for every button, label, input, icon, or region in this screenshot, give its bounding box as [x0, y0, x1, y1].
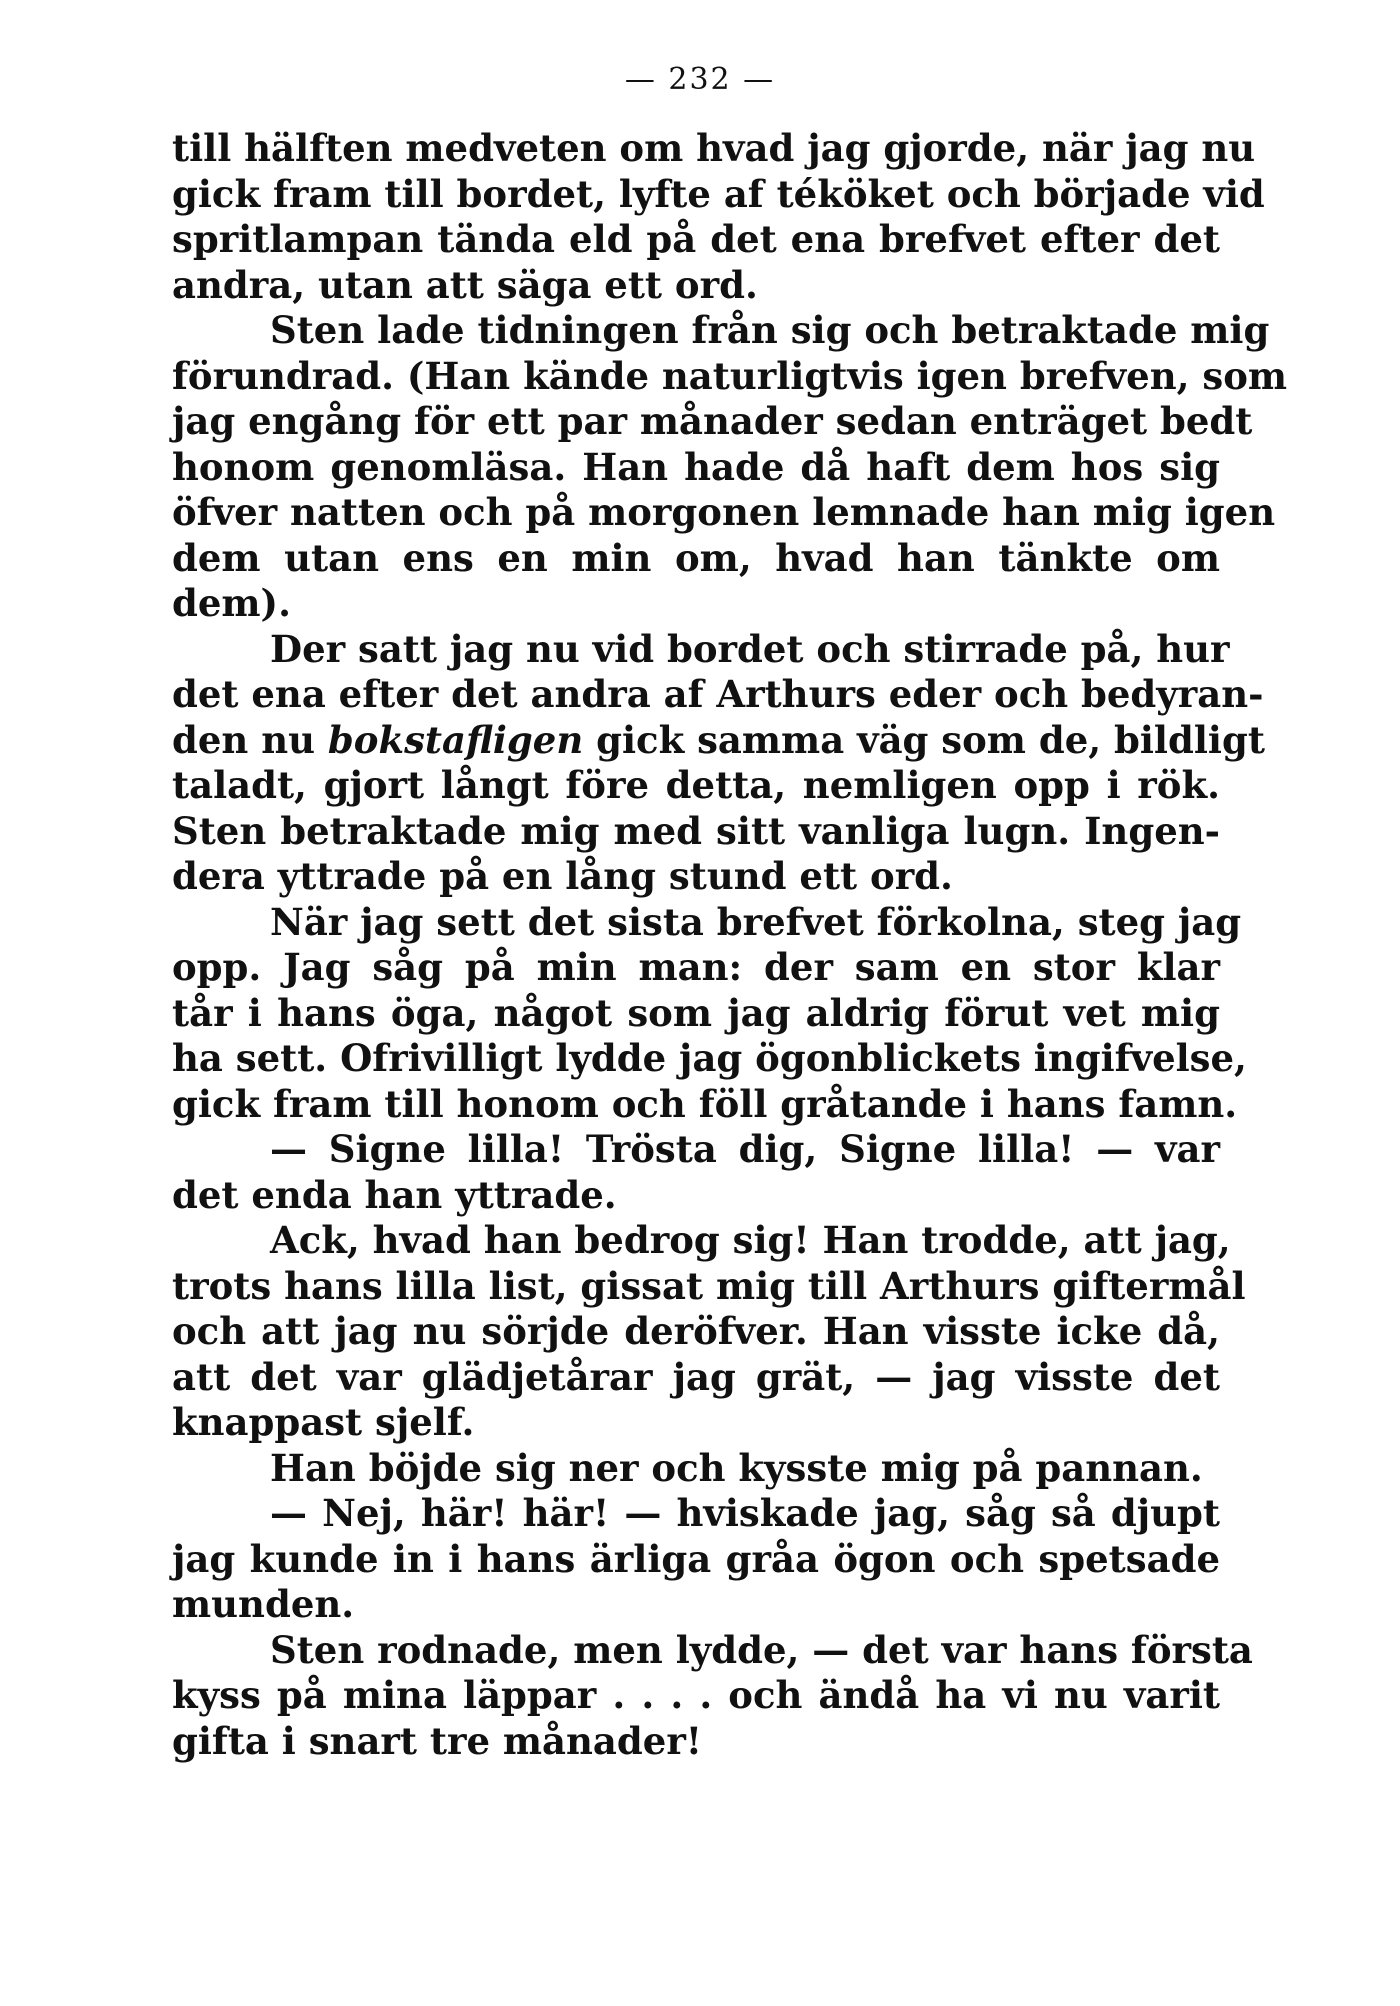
text-line: Sten lade tidningen från sig och betraktade mig — [270, 308, 1270, 352]
text-line: gifta i snart tre månader! — [172, 1718, 703, 1763]
text-line: spritlampan tända eld på det ena brefvet efter det — [172, 217, 1220, 261]
text-line: — Nej, här! här! — hviskade jag, såg så djupt — [270, 1491, 1220, 1535]
text-line: Der satt jag nu vid bordet och stirrade på, hur — [270, 626, 1230, 671]
text-line: Sten betraktade mig med sitt vanliga lugn. Ingen- — [172, 808, 1220, 853]
page-number: — 232 — — [624, 62, 776, 97]
text-line: det ena efter det andra af Arthurs eder och bedyran- — [172, 672, 1264, 716]
text-line: gick fram till bordet, lyfte af téköket och började vid — [172, 171, 1265, 216]
text-line: andra, utan att säga ett ord. — [172, 262, 758, 307]
text-line: taladt, gjort långt före detta, nemligen opp i rök. — [172, 763, 1220, 807]
text-line: opp. Jag såg på min man: der sam en stor klar — [172, 945, 1220, 989]
text-line: jag kunde in i hans ärliga gråa ögon och spetsade — [172, 1536, 1220, 1581]
text-line: gick fram till honom och föll gråtande i hans famn. — [172, 1081, 1238, 1126]
text-line: tår i hans öga, något som jag aldrig förut vet mig — [172, 990, 1220, 1035]
text-line: kyss på mina läppar . . . . och ändå ha vi nu varit — [172, 1673, 1220, 1717]
text-line: knappast sjelf. — [172, 1400, 475, 1444]
body-text — [172, 126, 1288, 1764]
text-line: Han böjde sig ner och kysste mig på pannan. — [270, 1445, 1203, 1490]
text-line: honom genomläsa. Han hade då haft dem hos sig — [172, 444, 1220, 489]
text-line: Ack, hvad han bedrog sig! Han trodde, att jag, — [270, 1218, 1231, 1262]
text-line: När jag sett det sista brefvet förkolna, steg jag — [270, 899, 1242, 944]
text-line: till hälften medveten om hvad jag gjorde, när jag nu — [172, 126, 1256, 170]
text-line: den nu bokstafligen gick samma väg som de, bildligt — [172, 717, 1265, 762]
text-line: öfver natten och på morgonen lemnade han mig igen — [172, 490, 1276, 534]
text-line: dem utan ens en min om, hvad han tänkte om — [172, 535, 1220, 580]
text-line: munden. — [172, 1582, 355, 1626]
text-line: jag engång för ett par månader sedan enträget bedt — [172, 399, 1253, 443]
text-line: dera yttrade på en lång stund ett ord. — [172, 854, 953, 898]
text-line: — Signe lilla! Trösta dig, Signe lilla! — var — [270, 1127, 1220, 1171]
text-line: och att jag nu sörjde deröfver. Han visste icke då, — [172, 1309, 1220, 1353]
text-line: dem). — [172, 581, 291, 625]
text-line: att det var glädjetårar jag grät, — jag visste det — [172, 1354, 1220, 1399]
text-line: förundrad. (Han kände naturligtvis igen brefven, som — [172, 353, 1288, 398]
text-line: ha sett. Ofrivilligt lydde jag ögonblickets ingifvelse, — [172, 1036, 1247, 1080]
text-line: Sten rodnade, men lydde, — det var hans första — [270, 1627, 1253, 1672]
text-line: trots hans lilla list, gissat mig till Arthurs giftermål — [172, 1263, 1246, 1308]
emphasized-word: bokstafligen — [327, 717, 584, 762]
text-line: det enda han yttrade. — [172, 1172, 617, 1217]
